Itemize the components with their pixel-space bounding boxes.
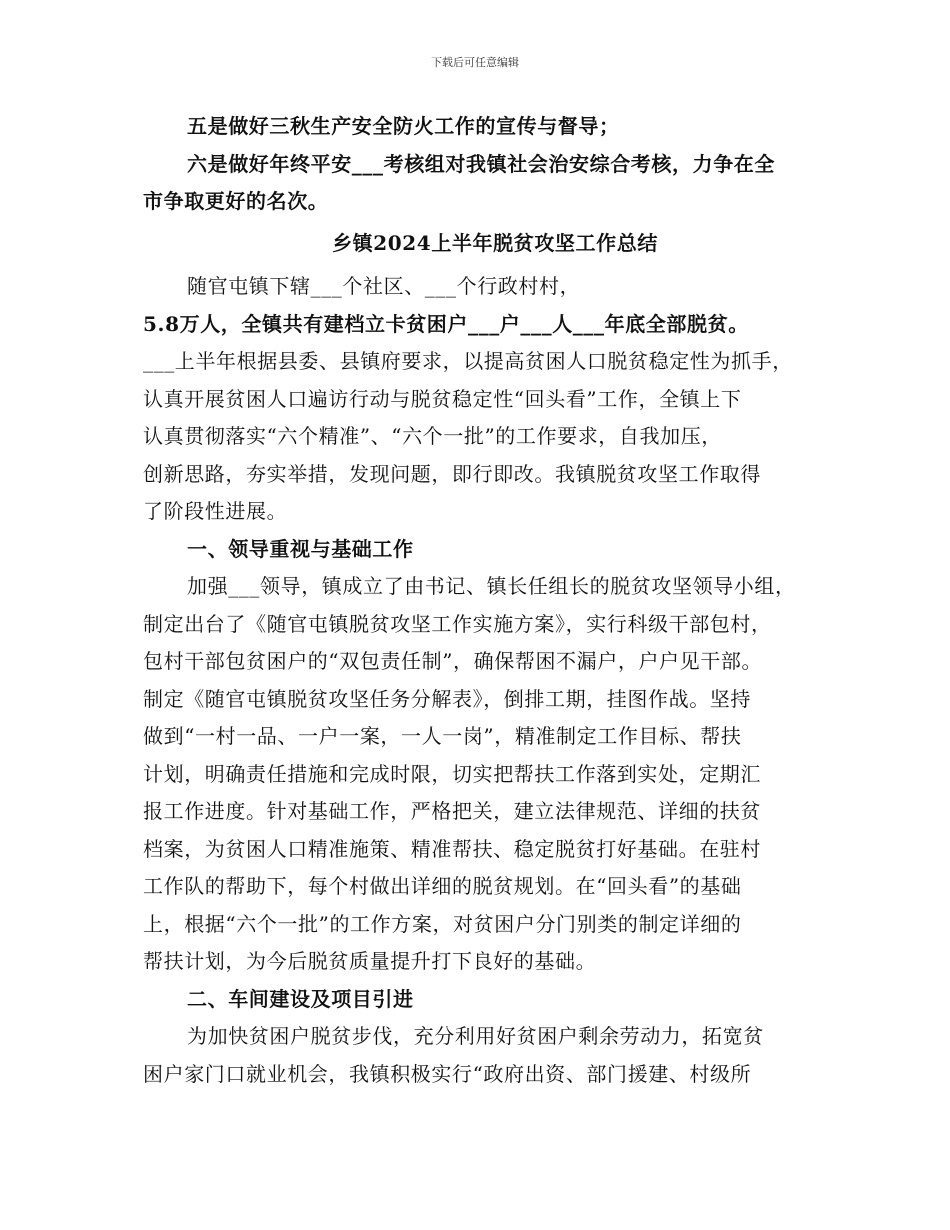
paragraph-line: 加强___领导，镇成立了由书记、镇长任组长的脱贫攻坚领导小组， <box>187 574 796 598</box>
paragraph-line: 计划，明确责任措施和完成时限，切实把帮扶工作落到实处，定期汇 <box>143 761 761 786</box>
page-header-note: 下载后可任意编辑 <box>431 56 519 69</box>
document-body <box>143 108 823 1093</box>
paragraph-line: 档案，为贫困人口精准施策、精准帮扶、稳定脱贫打好基础。在驻村 <box>143 836 761 861</box>
paragraph-line: 做到“一村一品、一户一案，一人一岗”，精准制定工作目标、帮扶 <box>143 724 742 748</box>
section-heading: 一、领导重视与基础工作 <box>187 536 414 561</box>
document-title: 乡镇2024上半年脱贫攻坚工作总结 <box>332 230 658 255</box>
paragraph-line: 制定出台了《随官屯镇脱贫攻坚工作实施方案》，实行科级干部包村， <box>143 611 772 636</box>
paragraph-line: 认真贯彻落实“六个精准”、“六个一批”的工作要求，自我加压， <box>143 424 722 448</box>
paragraph-line: 困户家门口就业机会，我镇积极实行“政府出资、部门援建、村级所 <box>143 1061 752 1086</box>
section-heading: 二、车间建设及项目引进 <box>187 986 414 1011</box>
paragraph-line: 上，根据“六个一批”的工作方案，对贫困户分门别类的制定详细的 <box>143 911 742 936</box>
paragraph-line: 市争取更好的名次。 <box>143 189 329 213</box>
paragraph-line: ___上半年根据县委、县镇府要求，以提高贫困人口脱贫稳定性为抓手， <box>143 349 793 373</box>
paragraph-line: 认真开展贫困人口遍访行动与脱贫稳定性“回头看”工作，全镇上下 <box>143 386 742 411</box>
paragraph-line: 帮扶计划，为今后脱贫质量提升打下良好的基础。 <box>143 949 597 973</box>
paragraph-line: 五是做好三秋生产安全防火工作的宣传与督导； <box>187 114 620 138</box>
paragraph-line: 了阶段性进展。 <box>143 499 288 523</box>
paragraph-line: 5.8万人，全镇共有建档立卡贫困户___户___人___年底全部脱贫。 <box>143 311 749 336</box>
paragraph-line: 创新思路，夯实举措，发现问题，即行即改。我镇脱贫攻坚工作取得 <box>143 461 761 486</box>
paragraph-line: 六是做好年终平安___考核组对我镇社会治安综合考核，力争在全 <box>187 151 775 176</box>
paragraph-line: 随官屯镇下辖___个社区、___个行政村村， <box>187 274 581 298</box>
paragraph-line: 工作队的帮助下，每个村做出详细的脱贫规划。在“回头看”的基础 <box>143 874 742 898</box>
paragraph-line: 制定《随官屯镇脱贫攻坚任务分解表》，倒排工期，挂图作战。坚持 <box>143 686 751 711</box>
paragraph-line: 为加快贫困户脱贫步伐，充分利用好贫困户剩余劳动力，拓宽贫 <box>187 1024 764 1048</box>
paragraph-line: 报工作进度。针对基础工作，严格把关，建立法律规范、详细的扶贫 <box>143 799 761 823</box>
paragraph-line: 包村干部包贫困户的“双包责任制”，确保帮困不漏户，户户见干部。 <box>143 649 763 673</box>
